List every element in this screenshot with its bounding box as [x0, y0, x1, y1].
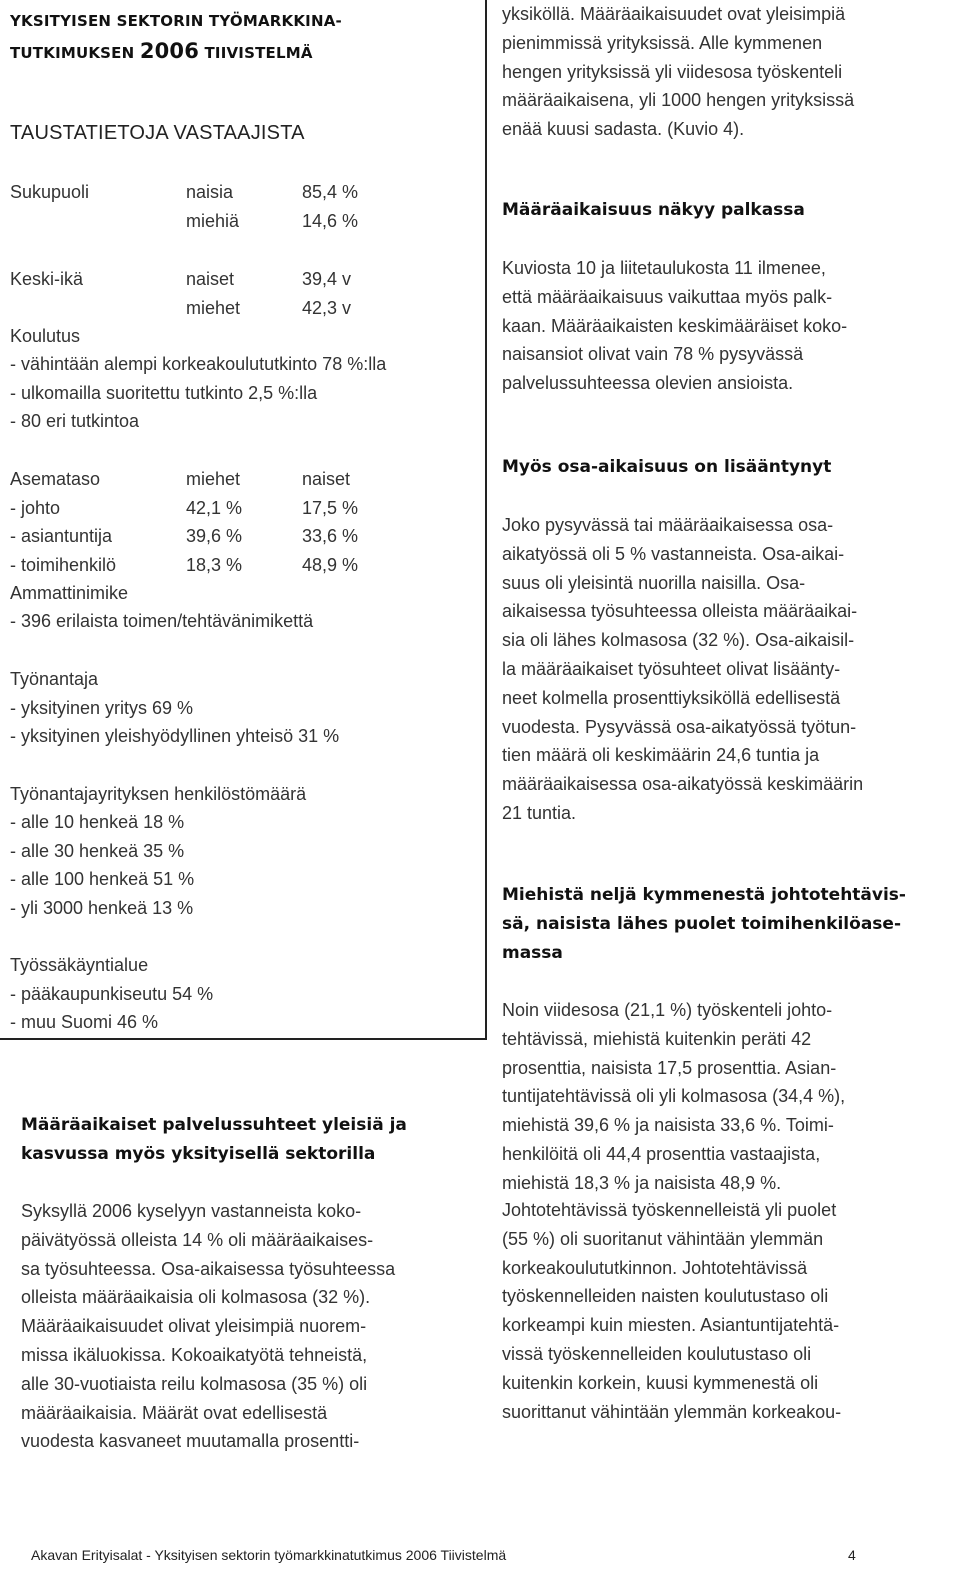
left-article-body-line: vuodesta kasvaneet muutamalla prosentti- — [21, 1431, 360, 1452]
stat-row-5-c1: - vähintään alempi korkeakoulututkinto 78 %:lla — [10, 354, 387, 374]
right-intro-line: enää kuusi sadasta. (Kuvio 4). — [502, 119, 745, 140]
stat-row-8-c1: Asemataso — [10, 469, 101, 489]
stat-row-10-c1: - asiantuntija — [10, 526, 113, 546]
stat-row-3-c2: miehet — [186, 298, 241, 318]
right-heading-1 — [502, 196, 805, 224]
stat-row-3-c3: 42,3 v — [302, 298, 352, 318]
left-article-body-line: olleista määräaikaisia oli kolmasosa (32 %). — [21, 1287, 371, 1308]
right-para-1-line: Kuviosta 10 ja liitetaulukosta 11 ilmenee, — [502, 258, 826, 278]
page-header — [10, 6, 480, 68]
left-article-body-line: päivätyössä olleista 14 % oli määräaikaises- — [21, 1229, 374, 1250]
stat-row-12-c1: Ammattinimike — [10, 583, 129, 603]
stat-row-2-c1: Keski-ikä — [10, 269, 84, 289]
stat-row-9-c3: 17,5 % — [302, 498, 359, 518]
right-para-3 — [502, 996, 845, 1198]
left-article-heading — [21, 1111, 407, 1169]
right-para-3-line: tuntijatehtävissä oli yli kolmasosa (34,4 %), — [502, 1086, 846, 1107]
left-article-body-line: alle 30-vuotiaista reilu kolmasosa (35 %) oli — [21, 1373, 368, 1394]
left-article-heading-line: kasvussa myös yksityisellä sektorilla — [21, 1144, 376, 1164]
stat-row-18-c1: - alle 10 henkeä 18 % — [10, 812, 185, 832]
right-para-4-line: (55 %) oli suoritanut vähintään ylemmän — [502, 1228, 824, 1249]
header-line-1: YKSITYISEN SEKTORIN TYÖMARKKINA- — [10, 12, 342, 30]
right-intro-line: määräaikaisena, yli 1000 hengen yrityksissä — [502, 90, 855, 111]
right-para-4-line: työskennelleiden naisten koulutustaso oli — [502, 1286, 829, 1307]
stat-row-10-c2: 39,6 % — [186, 526, 243, 546]
right-para-2-line: tien määrä oli keskimäärin 24,6 tuntia ja — [502, 745, 820, 766]
right-para-2 — [502, 511, 863, 828]
footer-text: Akavan Erityisalat - Yksityisen sektorin työmarkkinatutkimus 2006 Tiivistelmä — [31, 1547, 507, 1563]
stat-row-6-c1: - ulkomailla suoritettu tutkinto 2,5 %:lla — [10, 383, 318, 403]
right-para-2-line: la määräaikaiset työsuhteet olivat lisäänty- — [502, 658, 841, 679]
left-article-body-line: Syksyllä 2006 kyselyyn vastanneista koko- — [21, 1201, 362, 1221]
stat-row-0-c2: naisia — [186, 182, 234, 202]
right-para-2-line: vuodesta. Pysyvässä osa-aikatyössä työtun- — [502, 716, 857, 737]
header-line-2-pre: TUTKIMUKSEN — [10, 44, 140, 62]
right-para-3-line: miehistä 18,3 % ja naisista 48,9 %. — [502, 1172, 782, 1193]
right-heading-3-line: Miehistä neljä kymmenestä johtotehtävis- — [502, 885, 906, 905]
page-number: 4 — [848, 1547, 856, 1563]
right-para-1-line: palvelussuhteessa olevien ansioista. — [502, 373, 794, 394]
right-heading-3-line: sä, naisista lähes puolet toimihenkilöase- — [502, 914, 901, 934]
right-para-3-line: Noin viidesosa (21,1 %) työskenteli johto- — [502, 1000, 833, 1020]
right-heading-3-line: massa — [502, 943, 563, 963]
stat-row-20-c1: - alle 100 henkeä 51 % — [10, 869, 195, 889]
right-heading-3 — [502, 881, 906, 968]
right-para-4-line: korkeampi kuin miesten. Asiantuntijatehtä- — [502, 1315, 840, 1336]
header-line-2-post: TIIVISTELMÄ — [199, 44, 313, 62]
right-para-3-line: henkilöitä oli 44,4 prosenttia vastaajista, — [502, 1143, 821, 1164]
right-intro — [502, 0, 854, 144]
stat-row-16-c1: - yksityinen yleishyödyllinen yhteisö 31 % — [10, 726, 340, 746]
right-para-4-line: Johtotehtävissä työskennelleistä yli puolet — [502, 1200, 837, 1220]
right-para-2-line: määräaikaisessa osa-aikatyössä keskimäärin — [502, 774, 864, 795]
stat-row-23-c1: - pääkaupunkiseutu 54 % — [10, 984, 214, 1004]
right-para-1 — [502, 254, 847, 398]
stat-row-2-c3: 39,4 v — [302, 269, 352, 289]
right-para-2-line: aikaisessa työsuhteessa olleista määräaikai- — [502, 601, 858, 622]
left-article-body — [21, 1197, 395, 1456]
right-para-2-line: 21 tuntia. — [502, 802, 577, 823]
right-para-3-line: miehistä 39,6 % ja naisista 33,6 %. Toimi- — [502, 1115, 834, 1136]
stat-row-9-c1: - johto — [10, 498, 61, 518]
left-article-body-line: Määräaikaisuudet olivat yleisimpiä nuorem- — [21, 1316, 367, 1337]
left-article-body-line: sa työsuhteessa. Osa-aikaisessa työsuhteessa — [21, 1258, 396, 1279]
stat-row-8-c2: miehet — [186, 469, 241, 489]
right-heading-1-line: Määräaikaisuus näkyy palkassa — [502, 200, 805, 220]
stat-row-11-c2: 18,3 % — [186, 555, 243, 575]
stat-row-11-c3: 48,9 % — [302, 555, 359, 575]
left-article-heading-line: Määräaikaiset palvelussuhteet yleisiä ja — [21, 1115, 407, 1135]
left-article-body-line: määräaikaisia. Määrät ovat edellisestä — [21, 1402, 328, 1423]
stat-row-21-c1: - yli 3000 henkeä 13 % — [10, 898, 194, 918]
left-article-body-line: missa ikäluokissa. Kokoaikatyötä tehneistä, — [21, 1344, 368, 1365]
right-para-2-line: neet kolmella prosenttiyksiköllä edellisestä — [502, 687, 841, 708]
right-intro-line: hengen yrityksissä yli viidesosa työskenteli — [502, 61, 843, 82]
right-intro-line: yksiköllä. Määräaikaisuudet ovat yleisimpiä — [502, 4, 846, 24]
right-para-3-line: prosenttia, naisista 17,5 prosenttia. Asian- — [502, 1057, 837, 1078]
stat-row-2-c2: naiset — [186, 269, 235, 289]
right-para-1-line: kaan. Määräaikaisten keskimääräiset koko- — [502, 315, 848, 336]
stat-row-1-c2: miehiä — [186, 211, 240, 231]
right-para-4-line: kuitenkin korkein, kuusi kymmenestä oli — [502, 1372, 819, 1393]
right-para-1-line: että määräaikaisuus vaikuttaa myös palk- — [502, 286, 833, 307]
right-para-4-line: vissä työskennelleiden koulutustaso oli — [502, 1343, 812, 1364]
stat-row-14-c1: Työnantaja — [10, 669, 99, 689]
right-para-4-line: korkeakoulututkinnon. Johtotehtävissä — [502, 1257, 808, 1278]
stat-row-0-c3: 85,4 % — [302, 182, 359, 202]
right-para-2-line: Joko pysyvässä tai määräaikaisessa osa- — [502, 515, 834, 535]
stat-row-13-c1: - 396 erilaista toimen/tehtävänimikettä — [10, 611, 314, 631]
stat-row-22-c1: Työssäkäyntialue — [10, 955, 149, 975]
right-para-3-line: tehtävissä, miehistä kuitenkin peräti 42 — [502, 1028, 812, 1049]
right-intro-line: pienimmissä yrityksissä. Alle kymmenen — [502, 32, 823, 53]
stat-row-0-c1: Sukupuoli — [10, 182, 90, 202]
right-para-2-line: aikatyössä oli 5 % vastanneista. Osa-aikai- — [502, 543, 845, 564]
stat-row-24-c1: - muu Suomi 46 % — [10, 1012, 159, 1032]
stat-row-1-c3: 14,6 % — [302, 211, 359, 231]
stat-row-4-c1: Koulutus — [10, 326, 81, 346]
right-heading-2 — [502, 453, 831, 481]
stat-row-8-c3: naiset — [302, 469, 351, 489]
right-heading-2-line: Myös osa-aikaisuus on lisääntynyt — [502, 457, 832, 477]
header-year: 2006 — [139, 39, 200, 63]
right-para-1-line: naisansiot olivat vain 78 % pysyvässä — [502, 344, 804, 365]
stat-row-10-c3: 33,6 % — [302, 526, 359, 546]
stat-row-19-c1: - alle 30 henkeä 35 % — [10, 841, 185, 861]
right-para-2-line: suus oli yleisintä nuorilla naisilla. Osa- — [502, 572, 806, 593]
header-line-2 — [10, 36, 480, 68]
stat-row-11-c1: - toimihenkilö — [10, 555, 117, 575]
stat-row-15-c1: - yksityinen yritys 69 % — [10, 698, 194, 718]
right-para-4 — [502, 1196, 841, 1426]
stat-row-17-c1: Työnantajayrityksen henkilöstömäärä — [10, 784, 307, 804]
right-para-4-line: suorittanut vähintään ylemmän korkeakou- — [502, 1401, 842, 1422]
stat-row-7-c1: - 80 eri tutkintoa — [10, 411, 140, 431]
section-title: TAUSTATIETOJA VASTAAJISTA — [10, 122, 305, 144]
right-para-2-line: sia oli lähes kolmasosa (32 %). Osa-aikaisil- — [502, 630, 855, 651]
stat-row-9-c2: 42,1 % — [186, 498, 243, 518]
